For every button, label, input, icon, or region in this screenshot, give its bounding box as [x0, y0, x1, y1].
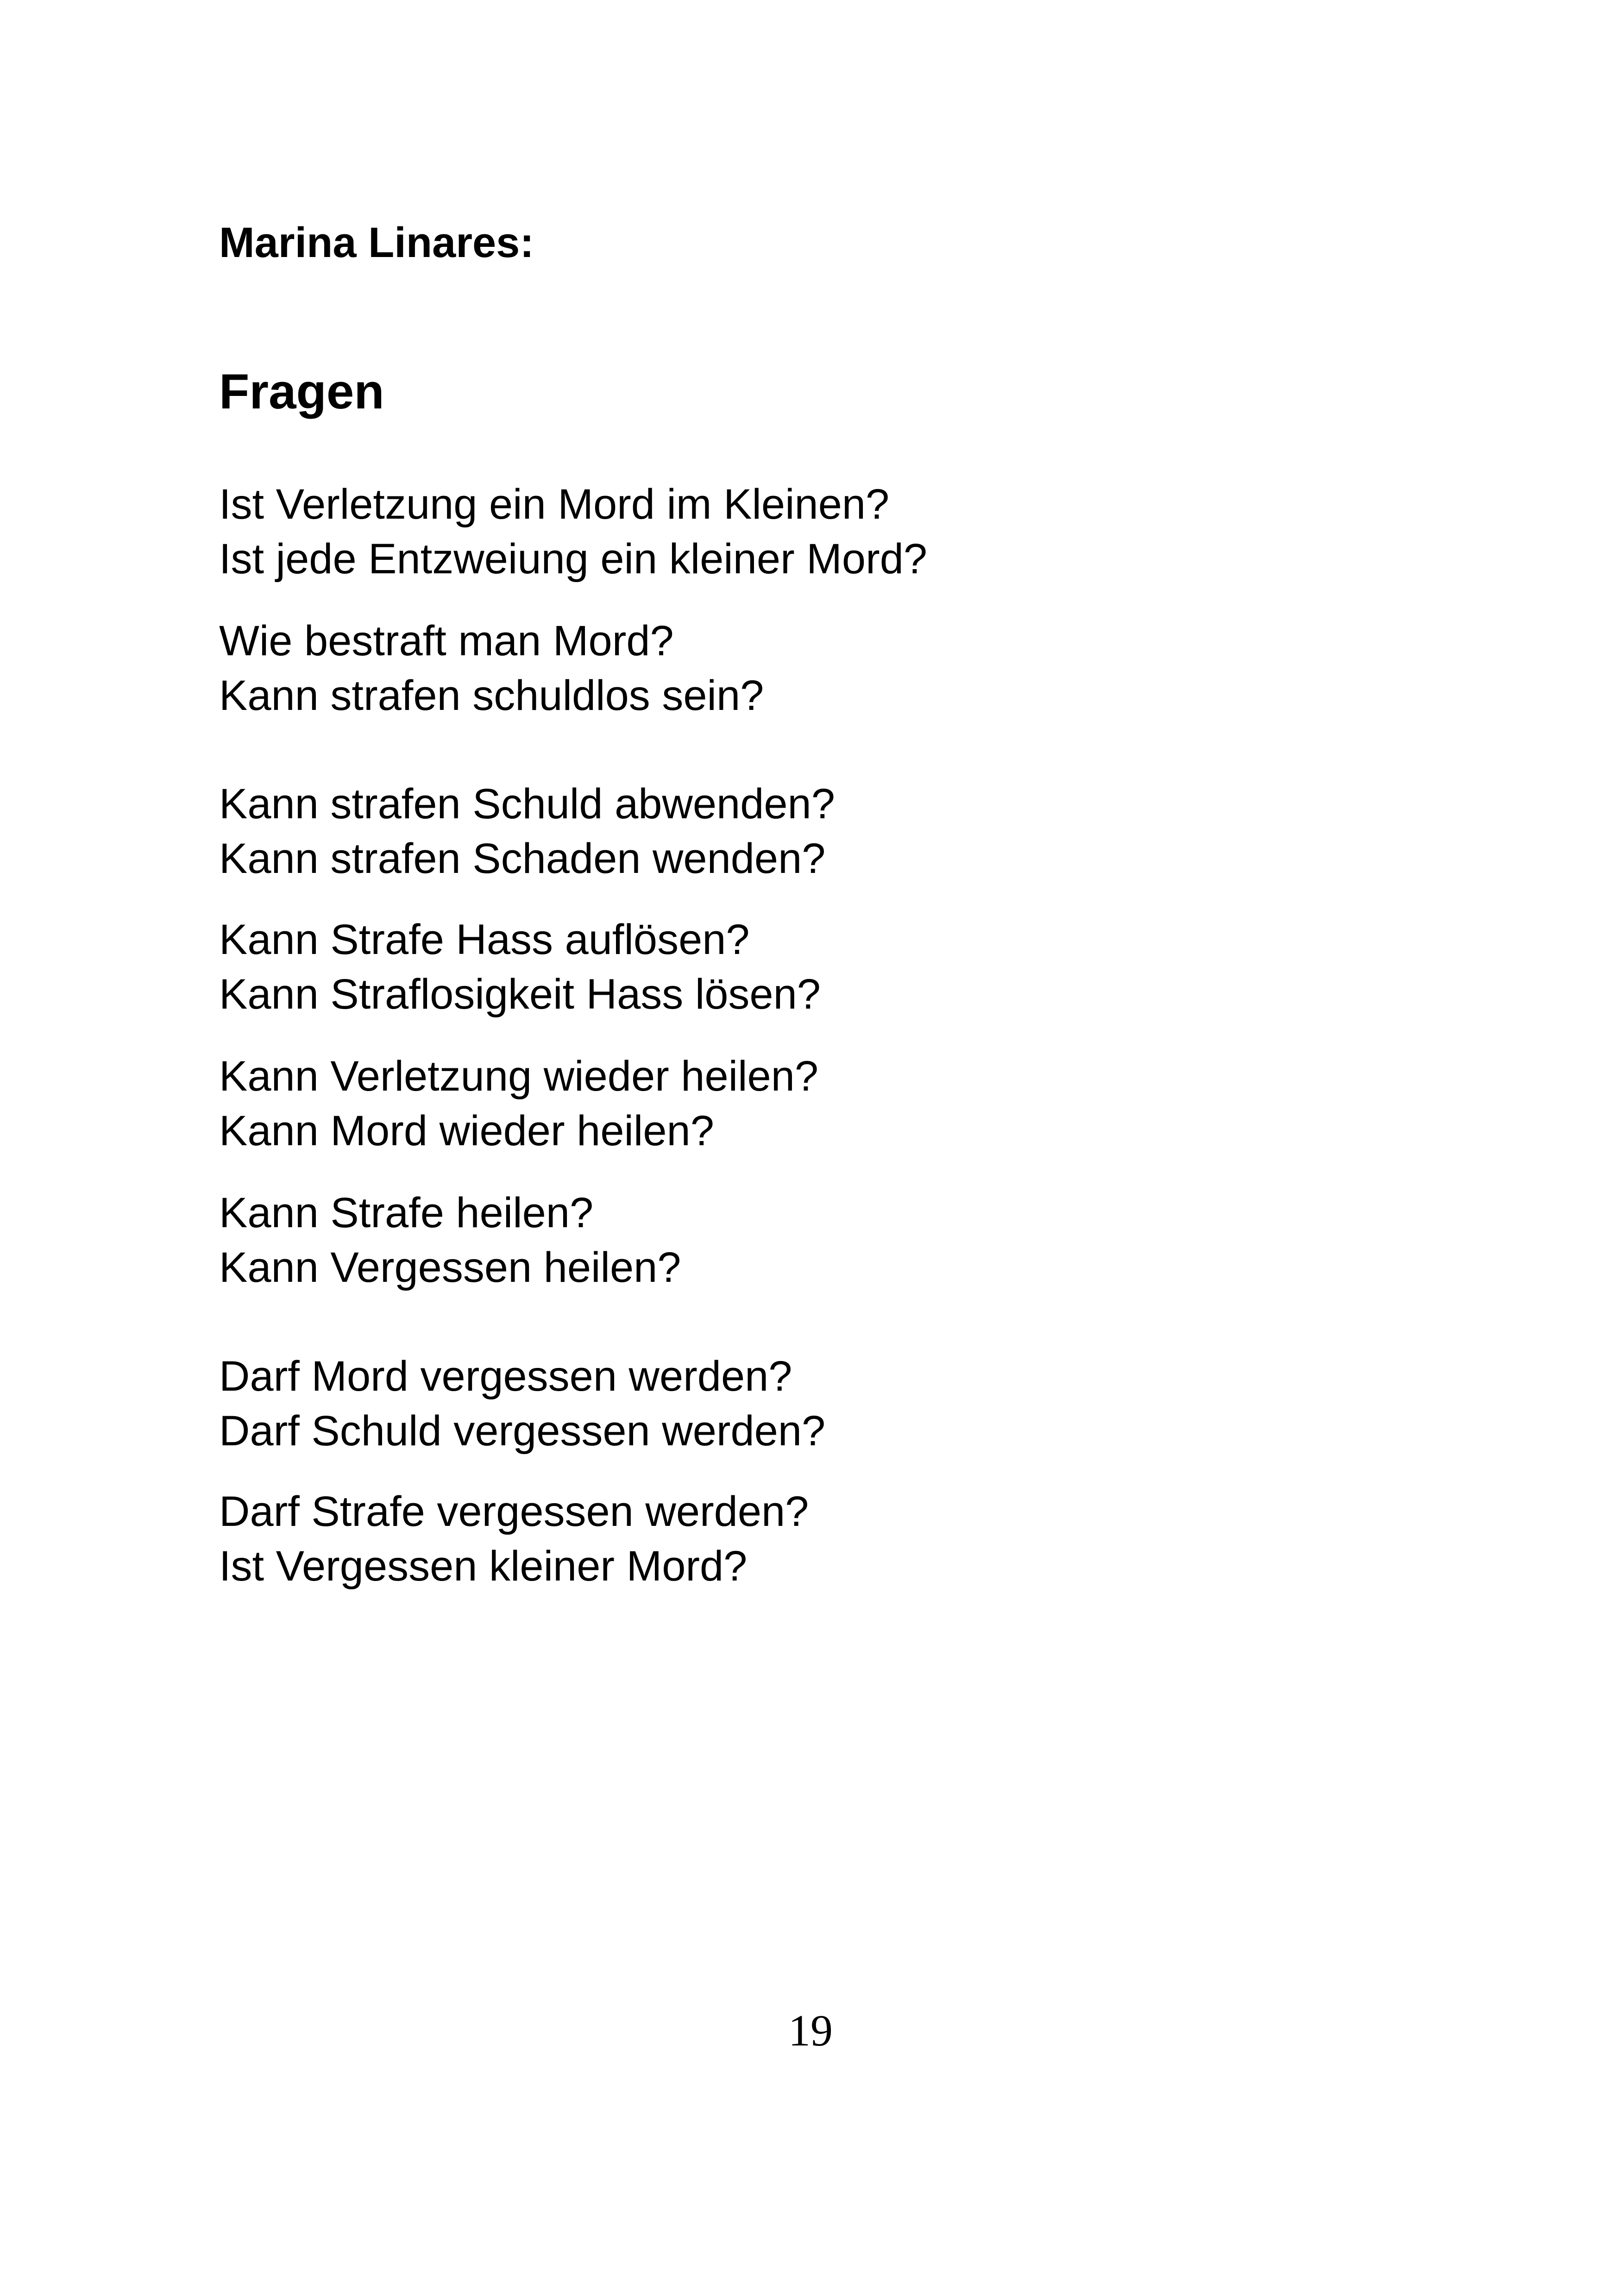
poem-line: Darf Schuld vergessen werden? [219, 1407, 826, 1455]
stanza [219, 777, 835, 886]
stanza [219, 1484, 809, 1593]
poem-line: Kann Mord wieder heilen? [219, 1107, 714, 1154]
poem-line: Kann strafen Schaden wenden? [219, 835, 826, 882]
poem-line: Ist Verletzung ein Mord im Kleinen? [219, 481, 890, 528]
poem-line: Kann Strafe heilen? [219, 1189, 594, 1236]
poem-line: Darf Mord vergessen werden? [219, 1353, 792, 1400]
poem-line: Kann Straflosigkeit Hass lösen? [219, 971, 821, 1018]
stanza [219, 477, 927, 586]
poem-line: Ist Vergessen kleiner Mord? [219, 1543, 748, 1590]
poem-line: Wie bestraft man Mord? [219, 617, 674, 665]
poem-line: Kann strafen Schuld abwenden? [219, 780, 835, 828]
poem-line: Darf Strafe vergessen werden? [219, 1488, 809, 1535]
stanza [219, 1349, 825, 1458]
stanza [219, 614, 764, 723]
author-name: Marina Linares: [219, 219, 534, 266]
poem-line: Kann Vergessen heilen? [219, 1244, 681, 1291]
poem-line: Kann strafen schuldlos sein? [219, 672, 764, 719]
poem-line: Kann Strafe Hass auflösen? [219, 916, 750, 963]
poem-line: Kann Verletzung wieder heilen? [219, 1053, 819, 1100]
page-number: 19 [788, 2006, 833, 2055]
poem-title: Fragen [219, 364, 384, 419]
poem-line: Ist jede Entzweiung ein kleiner Mord? [219, 535, 928, 583]
stanza [219, 912, 821, 1022]
stanza [219, 1049, 818, 1158]
stanza [219, 1186, 681, 1295]
